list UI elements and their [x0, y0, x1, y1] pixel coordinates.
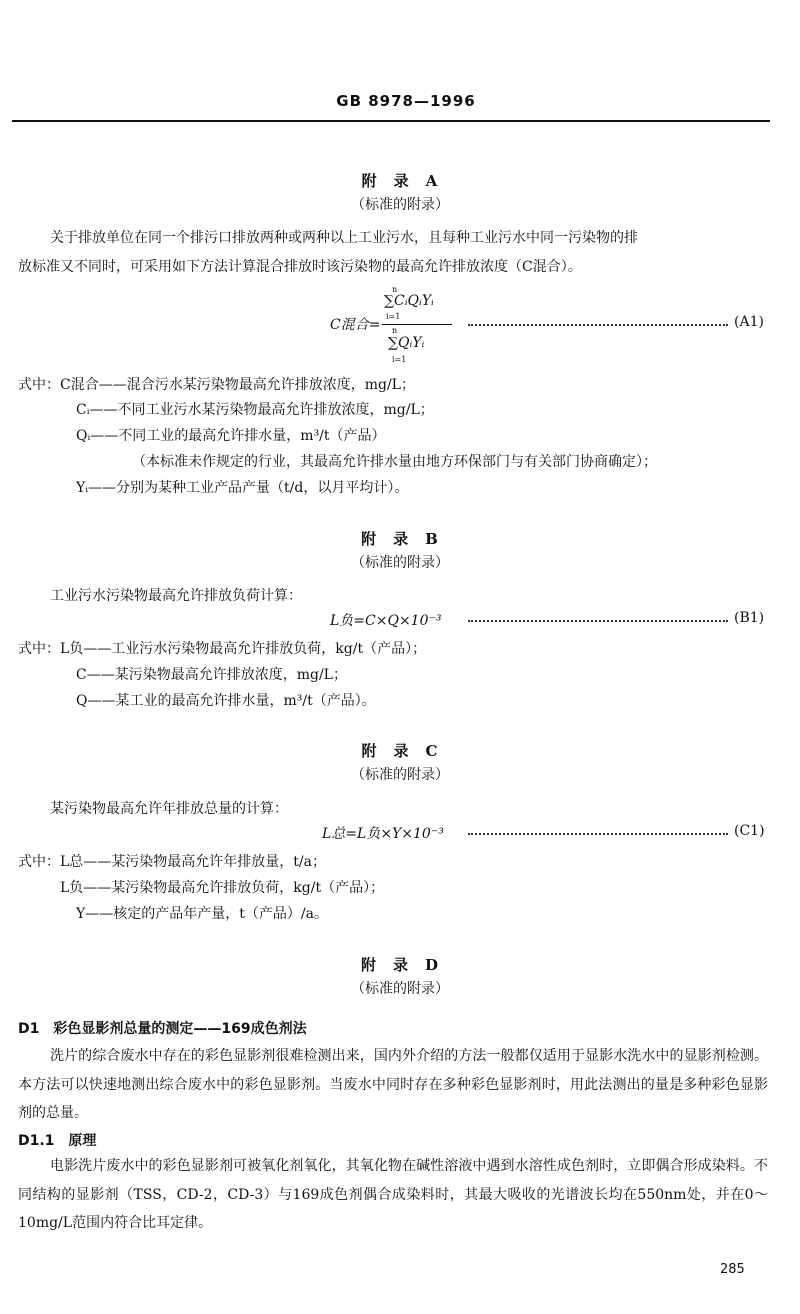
appendix-a-def3: Qᵢ——不同工业的最高允许排水量，m³/t（产品） — [76, 428, 386, 444]
formula-a1-num-upper: n — [392, 285, 398, 294]
formula-a1-den-upper: n — [392, 326, 398, 335]
appendix-c-def-prefix: 式中： — [18, 854, 60, 870]
section-d1-1-title: D1.1 原理 — [18, 1133, 97, 1149]
formula-b1-number: (B1) — [734, 610, 765, 626]
appendix-a-def4: Yᵢ——分别为某种工业产品产量（t/d，以月平均计）。 — [76, 480, 409, 496]
appendix-b-heading: 附 录 B — [361, 530, 439, 548]
appendix-a-def-prefix: 式中： — [18, 377, 60, 393]
appendix-a-def1: C混合——混合污水某污染物最高允许排放浓度，mg/L； — [60, 377, 415, 393]
formula-a1-number: (A1) — [734, 314, 764, 330]
appendix-c-def2: L负——某污染物最高允许排放负荷，kg/t（产品）； — [60, 880, 385, 896]
appendix-a-subheading: （标准的附录） — [351, 197, 449, 213]
appendix-c-subheading: （标准的附录） — [351, 767, 449, 783]
appendix-b-def1: L负——工业污水污染物最高允许排放负荷，kg/t（产品）； — [60, 641, 427, 657]
formula-a1-fraction-bar — [382, 324, 452, 325]
formula-a1-denominator: ∑QᵢYᵢ — [388, 335, 425, 351]
formula-c1-leader — [468, 825, 728, 835]
appendix-d-paragraph-1: 洗片的综合废水中存在的彩色显影剂很难检测出来，国内外介绍的方法一般都仅适用于显影水洗水中的显影剂检测。本方法可以快速地测出综合废水中的彩色显影剂。当废水中同时存在多种彩色显影剂时，用此法测出的量是多种彩色显影剂的总量。 — [18, 1048, 768, 1121]
formula-b1: L负=C×Q×10⁻³ — [330, 613, 442, 629]
formula-a1-den-lower: i=1 — [392, 355, 407, 364]
page-number: 285 — [720, 1262, 745, 1277]
appendix-c-heading: 附 录 C — [361, 742, 439, 760]
appendix-a-intro-line1: 关于排放单位在同一个排污口排放两种或两种以上工业污水，且每种工业污水中同一污染物的排 — [50, 230, 638, 246]
appendix-a-def3-note: （本标准未作规定的行业，其最高允许排水量由地方环保部门与有关部门协商确定）； — [132, 454, 657, 470]
appendix-b-def3: Q——某工业的最高允许排水量，m³/t（产品）。 — [76, 693, 376, 709]
appendix-a-intro-line2: 放标准又不同时，可采用如下方法计算混合排放时该污染物的最高允许排放浓度（C混合）。 — [18, 258, 582, 275]
appendix-b-def-prefix: 式中： — [18, 641, 60, 657]
appendix-b-intro: 工业污水污染物最高允许排放负荷计算： — [50, 588, 302, 604]
appendix-a-def2: Cᵢ——不同工业污水某污染物最高允许排放浓度，mg/L； — [76, 402, 434, 418]
appendix-d-subheading: （标准的附录） — [351, 981, 449, 997]
formula-c1: L总=L负×Y×10⁻³ — [322, 826, 444, 842]
section-d1-title: D1 彩色显影剂总量的测定——169成色剂法 — [18, 1021, 307, 1037]
appendix-d-heading: 附 录 D — [360, 956, 439, 974]
appendix-b-def2: C——某污染物最高允许排放浓度，mg/L； — [76, 667, 347, 683]
appendix-c-intro: 某污染物最高允许年排放总量的计算： — [50, 801, 288, 817]
formula-a1-leader — [468, 316, 728, 326]
header-rule — [12, 120, 770, 122]
formula-a1-numerator: ∑CᵢQᵢYᵢ — [384, 293, 434, 309]
appendix-a-intro — [18, 224, 768, 281]
appendix-c-def1: L总——某污染物最高允许年排放量，t/a； — [60, 854, 326, 870]
appendix-d-paragraph-2: 电影洗片废水中的彩色显影剂可被氧化剂氧化，其氧化物在碱性溶液中遇到水溶性成色剂时，立即偶合形成染料。不同结构的显影剂（TSS，CD-2，CD-3）与169成色剂偶合成染料时，其最大吸收的光谱波长均在550nm处，并在0～10mg/L范围内符合比耳定律。 — [18, 1158, 768, 1231]
appendix-c-def3: Y——核定的产品年产量，t（产品）/a。 — [76, 906, 328, 922]
formula-c1-number: (C1) — [734, 823, 765, 839]
appendix-a-heading: 附 录 A — [361, 172, 439, 190]
formula-a1-num-lower: i=1 — [386, 312, 401, 321]
page-header: GB 8978—1996 — [336, 92, 476, 110]
appendix-b-subheading: （标准的附录） — [351, 555, 449, 571]
formula-a1-lhs: C混合= — [330, 317, 381, 333]
formula-b1-leader — [468, 612, 728, 622]
